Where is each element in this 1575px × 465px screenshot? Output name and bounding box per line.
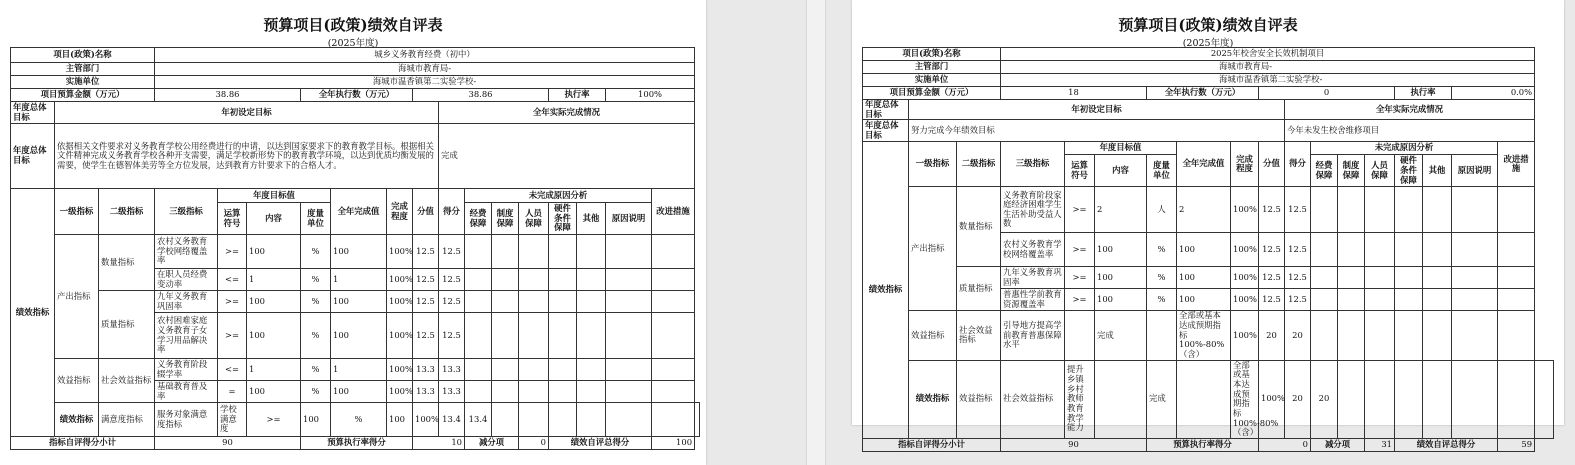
l3-cell: 九年义务教育巩固率 [155, 291, 218, 313]
comp-cell: 100% [1259, 360, 1285, 438]
l3-cell: 在职人员经费变动率 [155, 269, 218, 291]
op-cell: = [218, 381, 247, 403]
subtotal-value: 90 [1001, 438, 1147, 451]
unit-cell: % [301, 291, 331, 313]
label-hardware: 硬件条件保障 [1395, 155, 1423, 187]
val-cell: 12.5 [413, 313, 439, 359]
exec-rate-value: 0.0% [1452, 87, 1535, 100]
score-cell: 12.5 [1285, 289, 1311, 311]
label-perf: 绩效指标 [11, 189, 55, 437]
table-row [863, 267, 1554, 289]
full-cell: 100 [1177, 289, 1231, 311]
val-cell: 12.5 [413, 269, 439, 291]
label-deduct: 减分项 [465, 437, 519, 450]
subtotal-value: 90 [155, 437, 301, 450]
table-row [11, 291, 700, 313]
val-cell: 12.5 [1259, 267, 1285, 289]
l1-cell: 产出指标 [55, 235, 99, 359]
label-score: 得分 [1285, 142, 1311, 187]
comp-cell: 100% [1231, 187, 1259, 233]
score-cell: 13.4 [465, 403, 492, 437]
total-value: 59 [1498, 438, 1535, 451]
comp-cell: 100% [387, 381, 413, 403]
full-cell: 1 [331, 359, 387, 381]
total-value: 100 [652, 437, 695, 450]
l2-cell: 质量指标 [99, 291, 155, 359]
comp-cell: 100% [1231, 233, 1259, 267]
op-cell: >= [218, 235, 247, 269]
comp-cell: 100% [387, 235, 413, 269]
label-other: 其他 [1423, 155, 1452, 187]
content-cell: 100 [1095, 233, 1147, 267]
label-score-val: 分值 [1259, 142, 1285, 187]
project-name: 2025年校舍安全长效机制项目 [1001, 48, 1535, 61]
unit-cell: % [1147, 289, 1177, 311]
comp-cell: 100% [1231, 311, 1259, 360]
actual-text: 完成 [439, 124, 695, 189]
label-total: 绩效自评总得分 [549, 437, 652, 450]
content-cell: 完成 [1147, 360, 1177, 438]
score-cell: 12.5 [439, 313, 465, 359]
label-budget-score: 预算执行率得分 [1147, 438, 1259, 451]
l1-cell: 满意度指标 [99, 403, 155, 437]
val-cell: 12.5 [1259, 233, 1285, 267]
table-row [11, 359, 700, 381]
label-content: 内容 [247, 203, 301, 235]
actual-text: 今年未发生校舍维修项目 [1285, 120, 1535, 142]
unit-cell: % [301, 381, 331, 403]
label-dept: 主管部门 [863, 61, 1001, 74]
l2-cell: 数量指标 [957, 187, 1001, 267]
sheet-year: (2025年度) [1182, 38, 1234, 49]
full-cell: 100 [331, 291, 387, 313]
unit-cell: % [301, 359, 331, 381]
content-cell: 1 [247, 359, 301, 381]
label-goal: 年度总体目标 [11, 102, 55, 124]
op-cell: >= [218, 291, 247, 313]
label-executed: 全年执行数（万元） [1147, 87, 1259, 100]
label-completion: 完成程度 [1231, 142, 1259, 187]
op-cell: >= [218, 313, 247, 359]
unit-cell: % [301, 313, 331, 359]
label-project: 项目(政策)名称 [863, 48, 1001, 61]
op-cell: >= [247, 403, 301, 437]
label-perf: 绩效指标 [863, 142, 909, 439]
sheet-title: 预算项目(政策)绩效自评表 [263, 16, 443, 34]
l2-cell: 数量指标 [99, 235, 155, 291]
label-lvl2: 二级指标 [957, 142, 1001, 187]
score-cell: 12.5 [439, 291, 465, 313]
score-cell: 20 [1285, 311, 1311, 360]
l3-cell: 基础教育普及率 [155, 381, 218, 403]
l3-cell: 农村困难家庭义务教育子女学习用品解决率 [155, 313, 218, 359]
content-cell: 完成 [1095, 311, 1147, 360]
score-cell: 12.5 [439, 235, 465, 269]
label-full-year: 全年完成值 [1177, 142, 1231, 187]
op-cell [1095, 360, 1147, 438]
label-score-val: 分值 [413, 189, 439, 235]
dept-value: 海城市教育局- [155, 63, 695, 76]
budget-score-value: 10 [413, 437, 465, 450]
label-total: 绩效自评总得分 [1395, 438, 1498, 451]
exec-rate-value: 100% [606, 89, 695, 102]
label-goal-2: 年度总体目标 [11, 124, 55, 189]
right-sheet [852, 0, 1564, 450]
l3-cell: 引导地方提高学前教育普惠保障水平 [1001, 311, 1065, 360]
label-fund: 经费保障 [1311, 155, 1338, 187]
label-content: 内容 [1095, 155, 1147, 187]
full-cell: 100 [387, 403, 413, 437]
l3-cell: 义务教育阶段家庭经济困难学生生活补助受益人数 [1001, 187, 1065, 233]
score-cell: 13.3 [439, 381, 465, 403]
comp-cell: 100% [1231, 289, 1259, 311]
l1-cell: 产出指标 [909, 187, 957, 311]
content-cell: 100 [247, 381, 301, 403]
unit-cell [1147, 311, 1177, 360]
op-cell: >= [1065, 187, 1095, 233]
full-cell: 1 [331, 269, 387, 291]
score-cell: 12.5 [1285, 187, 1311, 233]
label-subtotal: 指标自评得分小计 [11, 437, 155, 450]
label-system: 制度保障 [1338, 155, 1365, 187]
val-cell: 12.5 [413, 291, 439, 313]
table-row [863, 187, 1554, 233]
comp-cell: 100% [387, 359, 413, 381]
l2-cell: 质量指标 [957, 267, 1001, 311]
label-lvl1: 一级指标 [55, 189, 99, 235]
val-cell: 13.4 [439, 403, 465, 437]
unit-cell: % [301, 235, 331, 269]
val-cell: 13.3 [413, 359, 439, 381]
l3-cell: 九年义务教育巩固率 [1001, 267, 1065, 289]
label-actual: 全年实际完成情况 [439, 102, 695, 124]
content-cell: 100 [247, 291, 301, 313]
summary-row [11, 437, 700, 450]
table-row [863, 360, 1554, 438]
l1-cell: 效益指标 [909, 311, 957, 360]
comp-cell: 100% [387, 269, 413, 291]
label-lvl3: 三级指标 [155, 189, 218, 235]
score-cell: 12.5 [1285, 267, 1311, 289]
label-measure: 度量单位 [1147, 155, 1177, 187]
label-lvl3: 三级指标 [1001, 142, 1065, 187]
l3-cell: 学校满意度 [218, 403, 247, 437]
label-budget: 项目预算金额（万元） [863, 87, 1001, 100]
content-cell: 100 [1095, 289, 1147, 311]
full-cell: 100 [1177, 233, 1231, 267]
content-cell: 100 [301, 403, 331, 437]
unit-cell: % [331, 403, 387, 437]
unit-cell: % [301, 269, 331, 291]
left-sheet [0, 0, 706, 465]
score-cell: 20 [1311, 360, 1338, 438]
evaluation-table [862, 47, 1554, 452]
label-op: 运算符号 [218, 203, 247, 235]
unit-cell: % [1147, 233, 1177, 267]
label-annual-target: 年度目标值 [218, 189, 331, 203]
content-cell: 100 [1095, 267, 1147, 289]
l3-cell: 普惠性学前教育资源覆盖率 [1001, 289, 1065, 311]
label-hardware: 硬件条件保障 [549, 203, 577, 235]
label-system: 制度保障 [492, 203, 519, 235]
label-op: 运算符号 [1065, 155, 1095, 187]
label-fund: 经费保障 [465, 203, 492, 235]
label-actual: 全年实际完成情况 [1285, 100, 1535, 120]
label-initial-goal: 年初设定目标 [909, 100, 1285, 120]
l3-cell: 农村义务教育学校网络覆盖率 [155, 235, 218, 269]
label-unit: 实施单位 [11, 76, 155, 89]
unit-cell [1177, 360, 1231, 438]
score-cell: 12.5 [1285, 233, 1311, 267]
label-annual-target: 年度目标值 [1065, 142, 1177, 155]
table-row [863, 311, 1554, 360]
label-lvl2: 二级指标 [99, 189, 155, 235]
val-cell: 20 [1259, 311, 1285, 360]
op-cell: >= [1065, 233, 1095, 267]
full-cell: 2 [1177, 187, 1231, 233]
executed-value: 38.86 [413, 89, 549, 102]
label-deduct: 减分项 [1311, 438, 1365, 451]
full-cell: 100 [1177, 267, 1231, 289]
unit-value: 海城市温香镇第二实验学校- [155, 76, 695, 89]
score-cell: 12.5 [439, 269, 465, 291]
deduct-value: 31 [1365, 438, 1395, 451]
label-unfinished: 未完成原因分析 [465, 189, 652, 203]
label-dept: 主管部门 [11, 63, 155, 76]
full-cell: 100 [331, 235, 387, 269]
label-other: 其他 [577, 203, 606, 235]
label-measure: 度量单位 [301, 203, 331, 235]
evaluation-table [10, 47, 700, 450]
full-cell: 100 [331, 381, 387, 403]
unit-cell: % [1147, 267, 1177, 289]
unit-cell: 人 [1147, 187, 1177, 233]
label-improve: 改进措施 [652, 189, 695, 235]
l2-cell: 社会效益指标 [1001, 360, 1065, 438]
op-cell [1065, 311, 1095, 360]
budget-value: 18 [1001, 87, 1147, 100]
l2-cell: 服务对象满意度指标 [155, 403, 218, 437]
label-exec-rate: 执行率 [1395, 87, 1452, 100]
comp-cell: 100% [1231, 267, 1259, 289]
project-name: 城乡义务教育经费（初中） [155, 48, 695, 63]
label-lvl1: 一级指标 [909, 142, 957, 187]
score-cell: 13.3 [439, 359, 465, 381]
l3-cell: 义务教育阶段辍学率 [155, 359, 218, 381]
unit-value: 海城市温香镇第二实验学校- [1001, 74, 1535, 87]
table-row [11, 403, 700, 437]
l3-cell: 农村义务教育学校网络覆盖率 [1001, 233, 1065, 267]
l1-cell: 效益指标 [957, 360, 1001, 438]
content-cell: 100 [247, 235, 301, 269]
op-cell: >= [1065, 289, 1095, 311]
l3-cell: 提升乡镇乡村教师教育教学能力 [1065, 360, 1095, 438]
label-full-year: 全年完成值 [331, 189, 387, 235]
label-unfinished: 未完成原因分析 [1311, 142, 1498, 155]
l1-cell: 效益指标 [55, 359, 99, 403]
val-cell: 12.5 [1259, 289, 1285, 311]
l2-cell: 社会效益指标 [99, 359, 155, 403]
full-cell: 全部或基本达成预期指标100%-80%（含） [1231, 360, 1259, 438]
goal-text: 依据相关文件要求对义务教育学校公用经费进行的申请，以达到国家要求下的教育教学目标。根据相关文件精神完成义务教育学校各种开支需要，满足学校新形势下的教育教学环境，以达到优质均衡发展的需要，使学生在德智体美劳等全方位发展，达到教育方针要求下的合格人才。 [55, 124, 439, 189]
val-cell: 12.5 [1259, 187, 1285, 233]
full-cell: 100 [331, 313, 387, 359]
label-perf-3: 绩效指标 [55, 403, 99, 437]
goal-text: 努力完成今年绩效目标 [909, 120, 1285, 142]
label-completion: 完成程度 [387, 189, 413, 235]
content-cell: 2 [1095, 187, 1147, 233]
label-project: 项目(政策)名称 [11, 48, 155, 63]
label-goal: 年度总体目标 [863, 100, 909, 120]
sheet-title: 预算项目(政策)绩效自评表 [1118, 16, 1298, 34]
label-reason: 原因说明 [606, 203, 652, 235]
summary-row [863, 438, 1554, 451]
page-gap [806, 0, 826, 465]
label-staff: 人员保障 [519, 203, 549, 235]
executed-value: 0 [1259, 87, 1395, 100]
op-cell: <= [218, 359, 247, 381]
table-row [11, 235, 700, 269]
comp-cell: 100% [413, 403, 439, 437]
label-unit: 实施单位 [863, 74, 1001, 87]
l2-cell: 社会效益指标 [957, 311, 1001, 360]
full-cell: 全部或基本达成预期指标100%-80%（含） [1177, 311, 1231, 360]
label-perf-3: 绩效指标 [909, 360, 957, 438]
deduct-value: 0 [519, 437, 549, 450]
label-goal-2: 年度总体目标 [863, 120, 909, 142]
content-cell: 1 [247, 269, 301, 291]
label-subtotal: 指标自评得分小计 [863, 438, 1001, 451]
label-executed: 全年执行数（万元） [301, 89, 413, 102]
comp-cell: 100% [387, 291, 413, 313]
label-budget: 项目预算金额（万元） [11, 89, 155, 102]
sheet-year: (2025年度) [327, 38, 379, 49]
budget-value: 38.86 [155, 89, 301, 102]
label-staff: 人员保障 [1365, 155, 1395, 187]
val-cell: 12.5 [413, 235, 439, 269]
label-budget-score: 预算执行率得分 [301, 437, 413, 450]
budget-score-value: 0 [1259, 438, 1311, 451]
dept-value: 海城市教育局- [1001, 61, 1535, 74]
label-exec-rate: 执行率 [549, 89, 606, 102]
label-reason: 原因说明 [1452, 155, 1498, 187]
val-cell: 20 [1285, 360, 1311, 438]
comp-cell: 100% [387, 313, 413, 359]
label-improve: 改进措施 [1498, 142, 1535, 187]
label-score: 得分 [439, 189, 465, 235]
op-cell: >= [1065, 267, 1095, 289]
label-initial-goal: 年初设定目标 [55, 102, 439, 124]
op-cell: <= [218, 269, 247, 291]
content-cell: 100 [247, 313, 301, 359]
val-cell: 13.3 [413, 381, 439, 403]
